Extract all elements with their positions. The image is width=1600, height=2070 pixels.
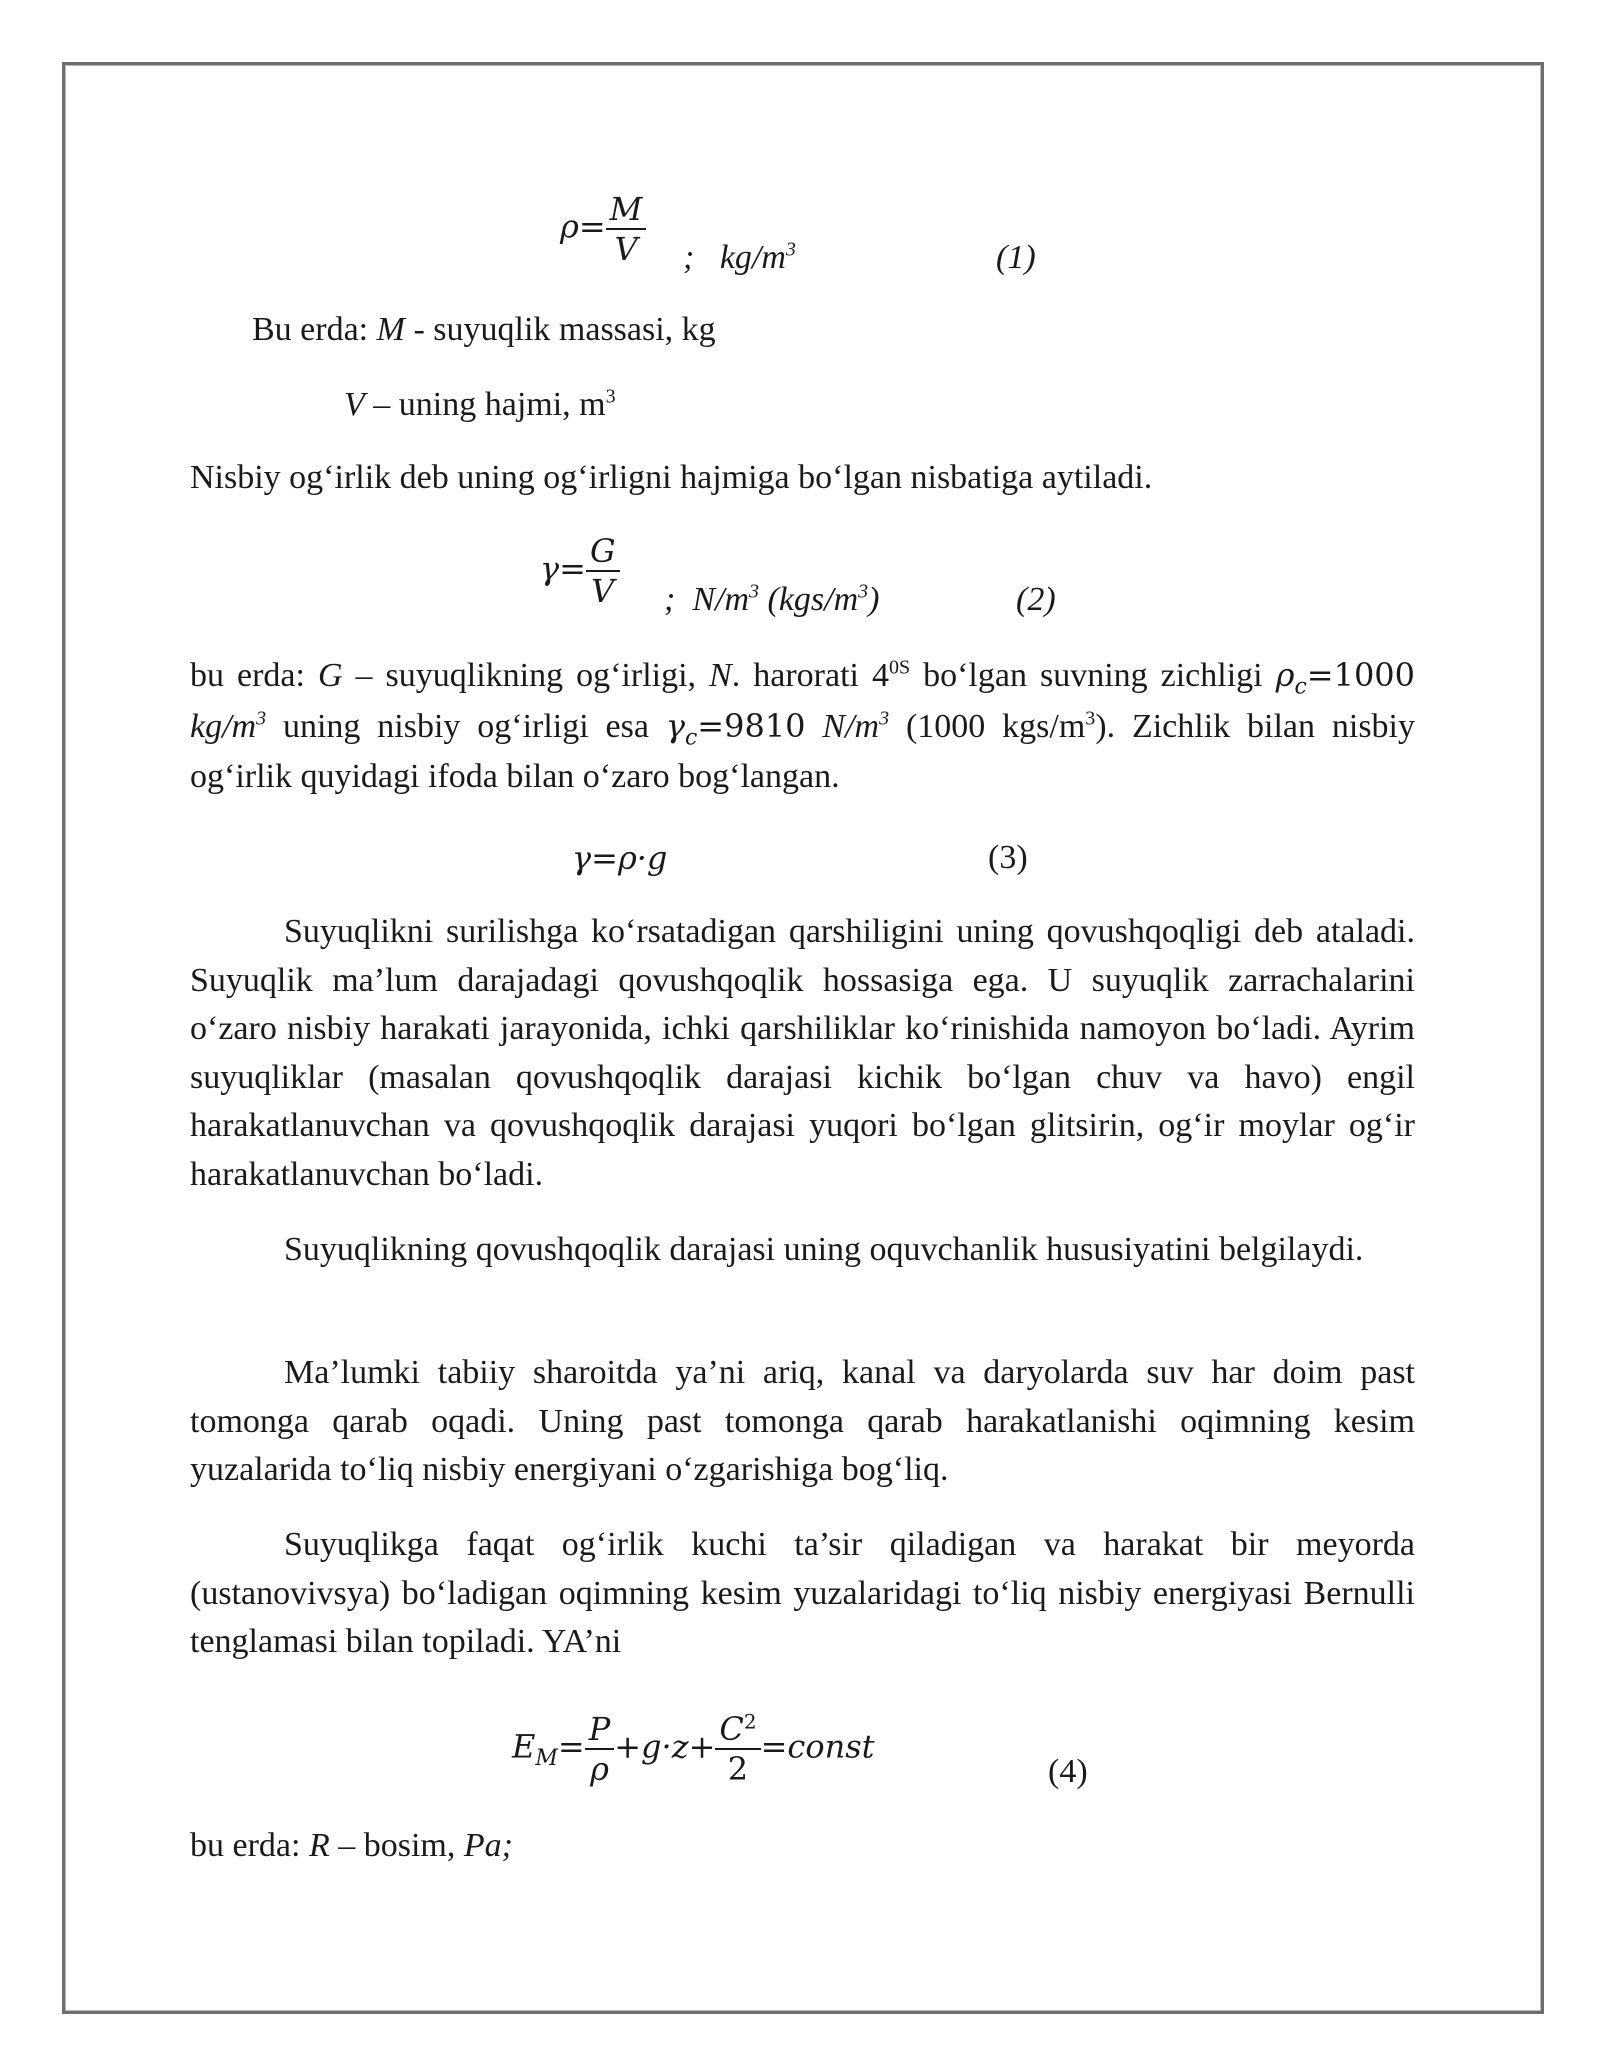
- p2-rho: ρ: [1275, 656, 1295, 694]
- p2-g: ). Zichlik bilan nisbiy og‘irlik quyidagi ifoda bilan o‘zaro bog‘langan.: [190, 708, 1416, 795]
- eq4-fraction-2: [715, 1710, 760, 1788]
- p2-unit1-sup: 3: [256, 707, 267, 730]
- eq4-mid: +g·z+: [614, 1727, 716, 1766]
- eq2-unit-b-sup: 3: [858, 580, 869, 603]
- definition-m: [252, 310, 716, 350]
- def2-var: V: [344, 386, 365, 423]
- p2-n-var: N: [709, 657, 732, 694]
- p2-rho-val: =1000: [1306, 656, 1416, 694]
- p2-gamma-sub: c: [684, 725, 698, 751]
- eq2-num: G: [586, 532, 620, 572]
- p2-d: bo‘lgan suvning zichligi: [910, 657, 1263, 694]
- definition-v: [344, 385, 616, 425]
- eq4-f1-den: ρ: [590, 1750, 609, 1788]
- def2-text: – uning hajmi, m: [364, 386, 606, 423]
- eq2-unit-b-end: ): [868, 581, 880, 618]
- definition-r: [190, 1826, 513, 1866]
- p2-unit2: N/m: [822, 708, 880, 745]
- eq2-unit-b: (kgs/m: [767, 581, 859, 618]
- p2-gamma-val: =9810: [697, 707, 806, 745]
- eq4-lhs-sub: M: [535, 1745, 558, 1771]
- eq2-fraction: [586, 532, 620, 610]
- p5-text: Ma’lumki tabiiy sharoitda ya’ni ariq, kanal va daryolarda suv har doim past tomonga qarab oqadi. Uning past tomonga qarab harakatlanishi oqimning kesim yuzalarida to‘liq nisbiy energiyani o‘zgarishiga bog‘liq.: [190, 1354, 1415, 1488]
- p2-unit1: kg/m: [190, 708, 257, 745]
- eq1-lhs: ρ: [560, 207, 579, 246]
- p2-g-var: G: [317, 657, 343, 694]
- def1-prefix: Bu erda:: [252, 311, 377, 348]
- paragraph-4: [190, 1226, 1415, 1275]
- p2-a: bu erda:: [190, 657, 318, 694]
- eq2-lhs: γ: [540, 549, 560, 588]
- p2-f-sup: 3: [1085, 707, 1096, 730]
- p2-unit2-sup: 3: [879, 707, 890, 730]
- eq3-tag: (3): [988, 839, 1028, 876]
- def3-prefix: bu erda:: [190, 1827, 309, 1864]
- eq2-op: =: [559, 549, 586, 588]
- p2-rho-sub: c: [1294, 674, 1307, 700]
- eq4-f2-num-wrap: [715, 1710, 760, 1750]
- def3-unit: Pa;: [463, 1827, 513, 1864]
- p2-e: uning nisbiy og‘irligi esa: [266, 708, 666, 745]
- paragraph-2: [190, 650, 1415, 802]
- eq1-den: V: [614, 230, 638, 268]
- def3-var: R: [308, 1827, 330, 1864]
- p2-b: – suyuqlikning og‘irligi,: [342, 657, 710, 694]
- def1-text: - suyuqlik massasi, kg: [404, 311, 716, 348]
- eq2-unit-a-sup: 3: [749, 580, 760, 603]
- eq1-unit-text: kg/m: [719, 239, 786, 276]
- eq1-num: M: [606, 190, 647, 230]
- paragraph-6: [190, 1521, 1415, 1667]
- eq1-sep: ;: [683, 239, 695, 276]
- eq1-unit-sup: 3: [785, 238, 796, 261]
- p6-text: Suyuqlikga faqat og‘irlik kuchi ta’sir qiladigan va harakat bir meyorda (ustanovivsya) bo‘ladigan oqimning kesim yuzalaridagi to‘liq nisbiy energiyasi Bernulli tenglamasi bilan topiladi. YA’ni: [190, 1526, 1415, 1660]
- eq1-op: =: [578, 207, 606, 246]
- eq2-tag: (2): [1016, 581, 1056, 618]
- def3-text: – bosim,: [329, 1827, 464, 1864]
- eq4-lhs: E: [512, 1727, 536, 1766]
- eq4-op: =: [557, 1727, 585, 1766]
- p2-c-sup: 0S: [888, 656, 911, 679]
- eq4-f2-num-sup: 2: [743, 1709, 757, 1734]
- p4-text: Suyuqlikning qovushqoqlik darajasi uning oquvchanlik hususiyatini belgilaydi.: [284, 1231, 1364, 1268]
- eq4-f2-num: C: [719, 1710, 744, 1748]
- paragraph-3: [190, 908, 1415, 1199]
- equation-1: [560, 190, 646, 268]
- eq4-f1-num: P: [585, 1710, 615, 1750]
- def2-sup: 3: [605, 385, 616, 408]
- eq4-fraction-1: [585, 1710, 615, 1788]
- eq1-fraction: [606, 190, 647, 268]
- eq2-unit: [664, 580, 880, 620]
- p2-c: . harorati 4: [731, 657, 889, 694]
- paragraph-5: [190, 1349, 1415, 1495]
- paragraph-1: Nisbiy og‘irlik deb uning og‘irligni hajmiga bo‘lgan nisbatiga aytiladi.: [190, 459, 1153, 496]
- equation-2: [540, 532, 620, 610]
- eq4-rhs: =const: [760, 1727, 875, 1766]
- equation-4: [512, 1710, 874, 1788]
- eq2-unit-a: N/m: [692, 581, 750, 618]
- eq2-den: V: [591, 572, 615, 610]
- p2-f: (1000 kgs/m: [889, 708, 1086, 745]
- eq4-tag: (4): [1048, 1753, 1088, 1790]
- p2-gamma-expr: [665, 707, 806, 751]
- eq1-tag: (1): [996, 239, 1036, 276]
- def1-var: M: [376, 311, 405, 348]
- equation-3: γ=ρ·g: [572, 839, 668, 877]
- eq2-sep: ;: [664, 581, 676, 618]
- p2-rho-expr: [1275, 656, 1416, 700]
- eq1-unit: [683, 238, 796, 278]
- eq4-f2-den: 2: [727, 1750, 749, 1788]
- p3-text: Suyuqlikni surilishga ko‘rsatadigan qarshiligini uning qovushqoqligi deb ataladi. Suyuqlik ma’lum darajadagi qovushqoqlik hossasiga ega. U suyuqlik zarrachalarini o‘zaro nisbiy harakati jarayonida, ichki qarshiliklar ko‘rinishida namoyon bo‘ladi. Ayrim suyuqliklar (masalan qovushqoqlik darajasi kichik bo‘lgan chuv va havo) engil harakatlanuvchan va qovushqoqlik darajasi yuqori bo‘lgan glitsirin, og‘ir moylar og‘ir harakatlanuvchan bo‘ladi.: [190, 913, 1415, 1193]
- p2-gamma: γ: [665, 707, 685, 745]
